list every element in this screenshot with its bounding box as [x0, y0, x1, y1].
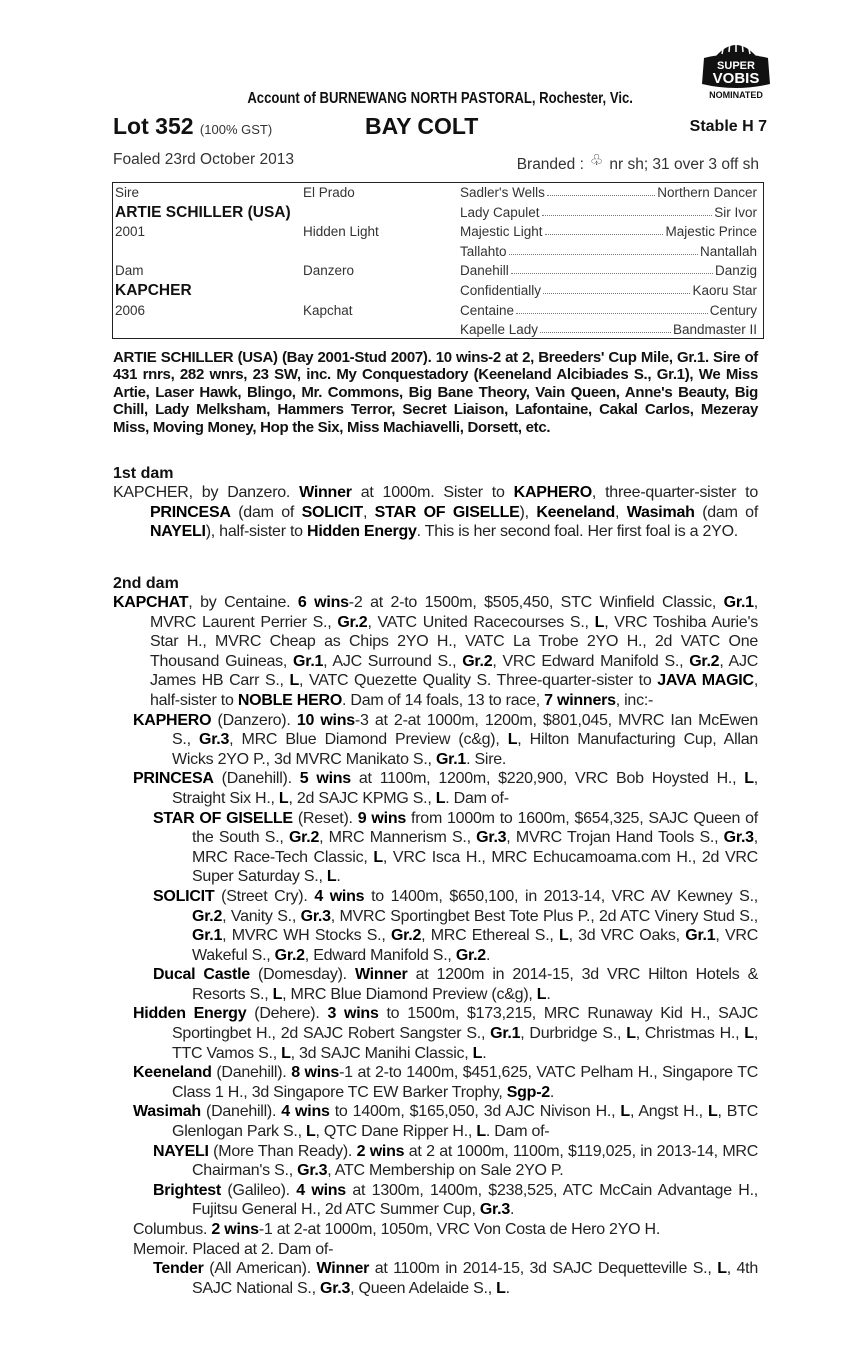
entry-text: at 1100m in 2014-15, 3d SAJC Dequetteville S.,: [369, 1260, 718, 1278]
highlighted-text: JAVA MAGIC: [657, 672, 754, 690]
pedigree-row: [113, 203, 763, 223]
highlighted-text: L: [281, 1044, 291, 1062]
entry-text: .: [485, 946, 491, 964]
dotted-leader: [542, 205, 713, 216]
pedigree-ancestor: Majestic Light: [460, 224, 543, 240]
family-entry: [113, 1220, 758, 1240]
entry-text: (Danehill).: [211, 1064, 292, 1082]
pedigree-col3: [460, 303, 757, 318]
pedigree-ancestor-sire: Majestic Prince: [665, 224, 757, 240]
dotted-leader: [509, 244, 698, 255]
pedigree-col3: [460, 185, 757, 200]
highlighted-text: Winner: [354, 966, 408, 984]
family-entry: [113, 483, 758, 542]
pedigree-col1: ARTIE SCHILLER (USA): [115, 203, 291, 221]
highlighted-text: 5 wins: [299, 770, 351, 788]
entry-text: , Vanity S.,: [222, 907, 301, 925]
pedigree-col3: [460, 244, 757, 259]
stable-location: Stable H 7: [689, 118, 767, 135]
pedigree-col2: Kapchat: [303, 302, 353, 318]
highlighted-text: 2 wins: [211, 1221, 259, 1238]
entry-text: , 4th SAJC National S.,: [192, 1260, 759, 1297]
highlighted-text: Gr.1: [685, 927, 716, 945]
entry-text: , 2d SAJC KPMG S.,: [288, 789, 436, 807]
family-entry: [113, 1102, 758, 1141]
pedigree-col1: KAPCHER: [115, 282, 192, 299]
entry-text: , Durbridge S.,: [520, 1025, 627, 1043]
entry-text: .: [546, 985, 551, 1003]
second-dam-body: [113, 593, 758, 1298]
entry-text: from 1000m to 1600m, $654,325, SAJC Queen of the South S.,: [192, 809, 758, 847]
pedigree-row: [113, 281, 763, 301]
family-entry: [113, 809, 758, 887]
entry-text: , MRC Mannerism S.,: [319, 829, 477, 847]
highlighted-text: Gr.1: [723, 594, 754, 611]
highlighted-text: L: [594, 613, 605, 631]
sire-summary: ARTIE SCHILLER (USA) (Bay 2001-Stud 2007). 10 wins-2 at 2, Breeders' Cup Mile, Gr.1. Sire of 431 rnrs, 282 wnrs, 23 SW, inc. My Conquestadory (Keeneland Alcibiades S., Gr.1), We Miss Artie, Laser Hawk, Blingo, Mr. Commons, Big Bane Theory, Vain Queen, Anne's Beauty, Big Chill, Lady Melksham, Hammers Terror, Secret Liaison, Lafontaine, Cakal Carlos, Mezeray Miss, Moving Money, Hop the Six, Miss Machiavelli, Dorsett, etc.: [113, 349, 758, 436]
pedigree-row: [113, 320, 763, 340]
entry-text: , Christmas H.,: [635, 1025, 745, 1043]
highlighted-text: L: [289, 672, 300, 690]
highlighted-text: L: [373, 848, 383, 866]
entry-text: , AJC James HB Carr S.,: [150, 652, 759, 690]
family-entry: [113, 711, 758, 770]
highlighted-text: SOLICIT: [153, 887, 215, 905]
branded-label: Branded :: [516, 156, 584, 173]
highlighted-text: L: [507, 731, 518, 749]
highlighted-text: 9 wins: [357, 809, 406, 827]
family-entry: [113, 965, 758, 1004]
highlighted-text: Wasimah: [626, 503, 695, 521]
highlighted-text: KAPHERO: [513, 484, 592, 501]
entry-text: , BTC Glenlogan Park S.,: [172, 1103, 759, 1141]
highlighted-text: 8 wins: [291, 1064, 340, 1082]
entry-text: .: [482, 1044, 487, 1062]
highlighted-text: L: [278, 789, 289, 807]
entry-text: (Danehill).: [200, 1103, 282, 1121]
entry-text: , ATC Membership on Sale 2YO P.: [327, 1162, 564, 1180]
entry-text: to 1400m, $165,050, 3d AJC Nivison H.,: [329, 1103, 621, 1121]
foaling-row: [113, 151, 759, 173]
branded-detail: nr sh; 31 over 3 off sh: [609, 156, 759, 173]
highlighted-text: Tender: [153, 1260, 204, 1278]
highlighted-text: Brightest: [153, 1181, 221, 1199]
pedigree-ancestor: Danehill: [460, 263, 509, 279]
first-dam-heading: 1st dam: [113, 465, 174, 482]
entry-text: . Sire.: [466, 750, 507, 768]
pedigree-row: [113, 242, 763, 262]
highlighted-text: 10 wins: [296, 711, 355, 729]
entry-text: ),: [519, 503, 537, 521]
highlighted-text: 7 winners: [544, 691, 616, 709]
entry-text: , half-sister to: [150, 672, 759, 709]
highlighted-text: L: [326, 868, 337, 886]
highlighted-text: L: [476, 1123, 486, 1141]
highlighted-text: Gr.1: [192, 927, 223, 945]
highlighted-text: Gr.2: [390, 927, 422, 945]
entry-text: (Reset).: [292, 809, 358, 827]
dotted-leader: [511, 263, 713, 274]
highlighted-text: Gr.1: [435, 750, 467, 768]
entry-text: , QTC Dane Ripper H.,: [315, 1123, 477, 1141]
highlighted-text: 4 wins: [281, 1103, 330, 1121]
entry-text: -3 at 2-at 1000m, 1200m, $801,045, MVRC Ian McEwen S.,: [172, 711, 758, 749]
highlighted-text: Hidden Energy: [307, 523, 417, 541]
highlighted-text: L: [472, 1044, 483, 1062]
family-entry: [113, 769, 758, 808]
entry-text: , MVRC Laurent Perrier S.,: [150, 594, 758, 631]
highlighted-text: Gr.2: [455, 946, 486, 964]
highlighted-text: Gr.3: [297, 1162, 328, 1180]
pedigree-row: [113, 222, 763, 242]
pedigree-col3: [460, 224, 757, 239]
entry-text: -2 at 2-to 1500m, $505,450, STC Winfield Classic,: [348, 594, 724, 611]
highlighted-text: Hidden Energy: [133, 1005, 247, 1023]
highlighted-text: SOLICIT: [301, 503, 363, 521]
entry-text: (All American).: [203, 1260, 317, 1278]
highlighted-text: Ducal Castle: [153, 966, 250, 984]
pedigree-col2: Danzero: [303, 263, 355, 279]
highlighted-text: L: [620, 1103, 630, 1121]
pedigree-row: [113, 183, 763, 203]
second-dam-heading: 2nd dam: [113, 575, 179, 592]
brand-mark-icon: ♧: [589, 152, 604, 169]
brand-info: [517, 151, 759, 174]
entry-text: KAPCHER, by Danzero.: [113, 484, 300, 501]
highlighted-text: Gr.3: [723, 829, 754, 847]
entry-text: , MRC Ethereal S.,: [421, 927, 560, 945]
highlighted-text: Gr.2: [288, 829, 320, 847]
first-dam-section: [113, 464, 758, 542]
entry-text: , VRC Wakeful S.,: [192, 927, 759, 964]
pedigree-col3: [460, 263, 757, 278]
entry-text: , MVRC Trojan Hand Tools S.,: [506, 829, 724, 847]
pedigree-col3: [460, 205, 757, 220]
family-entry: [113, 1181, 758, 1220]
family-entry: [113, 887, 758, 965]
pedigree-row: [113, 261, 763, 281]
family-entry: [113, 1004, 758, 1063]
entry-text: -1 at 2-at 1000m, 1050m, VRC Von Costa de Hero 2YO H.: [258, 1221, 661, 1238]
highlighted-text: STAR OF GISELLE: [153, 809, 293, 827]
pedigree-ancestor-sire: Century: [709, 302, 757, 318]
entry-text: ), half-sister to: [205, 523, 308, 541]
pedigree-col1: 2006: [115, 302, 146, 318]
entry-text: (Dehere).: [246, 1005, 328, 1023]
entry-text: , VATC United Racecourses S.,: [367, 613, 595, 631]
highlighted-text: Sgp-2: [506, 1083, 550, 1101]
highlighted-text: 4 wins: [314, 887, 365, 905]
highlighted-text: Wasimah: [133, 1103, 201, 1121]
pedigree-ancestor-sire: Bandmaster II: [672, 322, 757, 338]
entry-text: , Edward Manifold S.,: [304, 946, 456, 964]
entry-text: (Galileo).: [220, 1181, 297, 1199]
highlighted-text: Gr.1: [293, 652, 324, 670]
vendor-account: [0, 90, 860, 108]
highlighted-text: Gr.3: [300, 907, 331, 925]
highlighted-text: L: [496, 1279, 506, 1297]
pedigree-ancestor: Lady Capulet: [460, 204, 540, 220]
highlighted-text: L: [744, 770, 754, 788]
entry-text: , inc:-: [615, 691, 654, 709]
pedigree-col2: Hidden Light: [303, 224, 379, 240]
entry-text: at 1300m, 1400m, $238,525, ATC McCain Advantage H., Fujitsu General H., 2d ATC Summer Cup,: [192, 1181, 758, 1219]
pedigree-col1: Dam: [115, 263, 144, 279]
highlighted-text: Gr.3: [320, 1279, 351, 1297]
entry-text: (dam of: [230, 503, 302, 521]
entry-text: (Danzero).: [211, 711, 297, 729]
highlighted-text: PRINCESA: [150, 503, 231, 521]
highlighted-text: 4 wins: [296, 1181, 346, 1199]
pedigree-ancestor-sire: Kaoru Star: [692, 283, 757, 298]
entry-text: .: [549, 1083, 555, 1101]
entry-text: , three-quarter-sister to: [591, 484, 759, 501]
entry-text: . This is her second foal. Her first foal is a 2YO.: [416, 523, 738, 541]
highlighted-text: Keeneland: [133, 1064, 212, 1082]
lot-header: [113, 113, 767, 143]
pedigree-ancestor: Centaine: [460, 302, 515, 318]
family-entry: [113, 1142, 758, 1181]
pedigree-ancestor-sire: Nantallah: [699, 243, 757, 259]
highlighted-text: Gr.2: [274, 946, 305, 964]
highlighted-text: Winner: [299, 484, 352, 501]
entry-text: , Angst H.,: [629, 1103, 708, 1121]
highlighted-text: L: [744, 1025, 754, 1043]
highlighted-text: L: [707, 1103, 718, 1121]
highlighted-text: NOBLE HERO: [237, 691, 343, 709]
highlighted-text: NAYELI: [153, 1142, 209, 1160]
entry-text: at 1200m in 2014-15, 3d VRC Hilton Hotels & Resorts S.,: [192, 966, 758, 1003]
horse-description: BAY COLT: [365, 113, 479, 139]
family-entry: [113, 1063, 758, 1102]
entry-text: , Hilton Manufacturing Cup, Allan Wicks 2YO P., 3d MVRC Manikato S.,: [172, 731, 759, 768]
lot-number: [113, 113, 272, 140]
entry-text: at 1100m, 1200m, $220,900, VRC Bob Hoysted H.,: [350, 770, 745, 788]
dotted-leader: [547, 185, 655, 196]
entry-text: at 1000m. Sister to: [351, 484, 514, 501]
entry-text: , AJC Surround S.,: [323, 652, 463, 670]
foaled-date: Foaled 23rd October 2013: [113, 151, 294, 168]
pedigree-ancestor-sire: Danzig: [714, 263, 757, 279]
entry-text: .: [336, 868, 341, 886]
gst-note: (100% GST): [199, 122, 273, 137]
highlighted-text: Gr.2: [462, 652, 493, 670]
family-entry: [113, 593, 758, 711]
highlighted-text: L: [306, 1123, 316, 1141]
entry-text: , by Centaine.: [188, 594, 298, 611]
highlighted-text: Gr.2: [337, 613, 368, 631]
entry-text: , 3d VRC Oaks,: [568, 927, 686, 945]
highlighted-text: L: [559, 927, 569, 945]
highlighted-text: L: [272, 985, 283, 1003]
entry-text: , VRC Isca H., MRC Echucamoama.com H., 2d VRC Super Saturday S.,: [192, 848, 758, 886]
entry-text: Columbus.: [133, 1221, 212, 1238]
highlighted-text: Gr.3: [199, 731, 230, 749]
first-dam-body: [113, 483, 758, 542]
dotted-leader: [545, 224, 664, 235]
highlighted-text: Gr.3: [476, 829, 507, 847]
highlighted-text: L: [717, 1260, 727, 1278]
entry-text: Memoir. Placed at 2. Dam of-: [133, 1240, 334, 1258]
entry-text: . Dam of-: [445, 789, 509, 807]
pedigree-col3: [460, 322, 757, 337]
entry-text: , VRC Toshiba Aurie's Star H., MVRC Cheap as Chips 2YO H., VATC La Trobe 2YO H., 2d VATC One Thousand Guineas,: [150, 613, 759, 670]
highlighted-text: Gr.3: [479, 1201, 510, 1219]
entry-text: , VRC Edward Manifold S.,: [492, 652, 690, 670]
highlighted-text: L: [536, 985, 547, 1003]
dotted-leader: [516, 303, 708, 314]
family-entry: [113, 1259, 758, 1298]
highlighted-text: Gr.1: [490, 1025, 521, 1043]
entry-text: to 1500m, $173,215, MRC Runaway Kid H., SAJC Sportingbet H., 2d SAJC Robert Sangster S.,: [172, 1005, 759, 1043]
highlighted-text: PRINCESA: [133, 770, 214, 788]
entry-text: (Street Cry).: [214, 887, 315, 905]
family-entry: [113, 1240, 758, 1260]
entry-text: , VATC Quezette Quality S. Three-quarter-sister to: [299, 672, 658, 690]
pedigree-ancestor: Tallahto: [460, 243, 507, 259]
highlighted-text: Winner: [316, 1260, 370, 1278]
highlighted-text: L: [435, 789, 446, 807]
pedigree-ancestor: Kapelle Lady: [460, 322, 539, 338]
highlighted-text: L: [626, 1025, 636, 1043]
entry-text: , Straight Six H.,: [172, 770, 758, 807]
entry-text: , 3d SAJC Manihi Classic,: [290, 1044, 473, 1062]
highlighted-text: STAR OF GISELLE: [374, 503, 520, 521]
pedigree-table: [112, 182, 764, 339]
logo-text-nominated: NOMINATED: [709, 90, 763, 100]
entry-text: ,: [362, 503, 375, 521]
entry-text: , TTC Vamos S.,: [172, 1025, 759, 1062]
entry-text: (More Than Ready).: [208, 1142, 357, 1160]
pedigree-ancestor: Confidentially: [460, 283, 542, 298]
entry-text: ,: [615, 503, 627, 521]
highlighted-text: NAYELI: [150, 523, 206, 541]
pedigree-ancestor-sire: Northern Dancer: [657, 185, 757, 200]
pedigree-ancestor: Sadler's Wells: [460, 185, 545, 200]
entry-text: (Danehill).: [213, 770, 300, 788]
logo-text-super: SUPER: [717, 60, 755, 72]
entry-text: . Dam of-: [485, 1123, 550, 1141]
pedigree-col1: 2001: [115, 224, 146, 240]
account-text: Account of BURNEWANG NORTH PASTORAL, Rochester, Vic.: [247, 90, 633, 107]
highlighted-text: Gr.2: [689, 652, 720, 670]
highlighted-text: 2 wins: [356, 1142, 405, 1160]
entry-text: (dam of: [694, 503, 759, 521]
second-dam-section: [113, 574, 758, 1298]
entry-text: to 1400m, $650,100, in 2013-14, VRC AV Kewney S.,: [364, 887, 758, 905]
entry-text: at 2 at 1000m, 1100m, $119,025, in 2013-14, MRC Chairman's S.,: [192, 1142, 758, 1180]
pedigree-col3: [460, 283, 757, 298]
entry-text: , MRC Blue Diamond Preview (c&g),: [229, 731, 508, 749]
entry-text: , MVRC WH Stocks S.,: [222, 927, 391, 945]
pedigree-row: [113, 301, 763, 321]
dotted-leader: [540, 322, 671, 333]
highlighted-text: Gr.2: [192, 907, 223, 925]
dotted-leader: [543, 283, 690, 294]
entry-text: , MRC Race-Tech Classic,: [192, 829, 758, 866]
highlighted-text: Keeneland: [536, 503, 616, 521]
highlighted-text: KAPHERO: [133, 711, 212, 729]
highlighted-text: 3 wins: [327, 1005, 379, 1023]
entry-text: (Domesday).: [249, 966, 355, 984]
entry-text: .: [505, 1279, 510, 1297]
lot-label: Lot 352: [113, 113, 194, 139]
entry-text: .: [509, 1201, 515, 1219]
pedigree-col2: El Prado: [303, 185, 355, 200]
highlighted-text: KAPCHAT: [113, 594, 189, 611]
entry-text: . Dam of 14 foals, 13 to race,: [342, 691, 545, 709]
pedigree-col1: Sire: [115, 185, 140, 200]
highlighted-text: 6 wins: [297, 594, 349, 611]
entry-text: , Queen Adelaide S.,: [350, 1279, 497, 1297]
entry-text: , MVRC Sportingbet Best Tote Plus P., 2d ATC Vinery Stud S.,: [330, 907, 759, 925]
entry-text: , MRC Blue Diamond Preview (c&g),: [282, 985, 537, 1003]
logo-text-vobis: VOBIS: [712, 70, 760, 87]
entry-text: -1 at 2-to 1400m, $451,625, VATC Pelham H., Singapore TC Class 1 H., 3d Singapore TC EW Barker Trophy,: [172, 1064, 759, 1101]
pedigree-ancestor-sire: Sir Ivor: [714, 204, 757, 220]
